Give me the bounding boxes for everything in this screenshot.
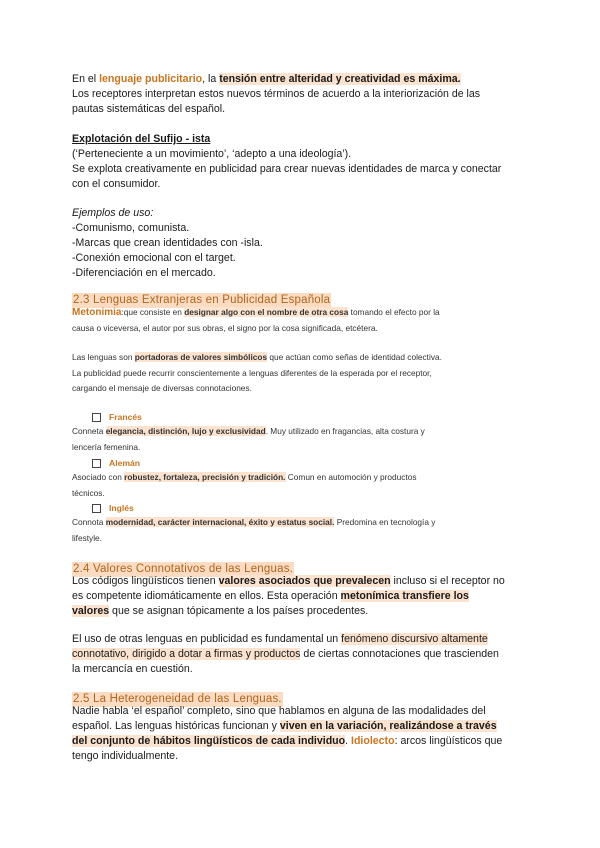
s25-paragraph — [72, 704, 528, 764]
section-2-3-heading: 2.3 Lenguas Extranjeras en Publicidad Española — [73, 294, 331, 306]
intro-line-1: En el lenguaje publicitario, la tensión entre alteridad y creatividad es máxima. — [72, 73, 461, 85]
sufijo-line-3: con el consumidor. — [72, 178, 161, 190]
ingles-line-1: Connota modernidad, carácter internacional, éxito y estatus social. Predomina en tecnología y — [72, 517, 436, 527]
ingles-checkbox[interactable] — [92, 504, 101, 513]
lenguas-portadoras-block — [72, 350, 528, 397]
s25-line-3: del conjunto de hábitos lingüísticos de cada individuo. Idiolecto: arcos lingüísticos que — [72, 735, 503, 747]
intro-line-3: pautas sistemáticas del español. — [72, 103, 226, 115]
portadoras-line-2: La publicidad puede recurrir conscientemente a lenguas diferentes de la esperada por el receptor, — [72, 367, 432, 378]
metonimia-line-1: Metonimia:que consiste en designar algo con el nombre de otra cosa tomando el efecto por la — [72, 307, 440, 318]
ingles-block — [72, 501, 528, 546]
aleman-checkbox-row — [92, 456, 528, 470]
tension-highlight: tensión entre alteridad y creatividad es máxima. — [219, 73, 461, 85]
s25-line-2: español. Las lenguas históricas funcionan y viven en la variación, realizándose a través — [72, 720, 497, 732]
example-item: -Comunismo, comunista. — [72, 222, 190, 234]
frances-line-2: lencería femenina. — [72, 441, 141, 452]
s24-line-3: valores que se asignan tópicamente a los países procedentes. — [72, 605, 369, 617]
s24-paragraph-2 — [72, 632, 528, 677]
section-2-4-heading: 2.4 Valores Connotativos de las Lenguas. — [73, 563, 294, 575]
example-item: -Marcas que crean identidades con -isla. — [72, 237, 263, 249]
s25-line-1: Nadie habla ‘el español’ completo, sino que hablamos en alguna de las modalidades del — [72, 705, 486, 717]
sufijo-line-2: Se explota creativamente en publicidad para crear nuevas identidades de marca y conectar — [72, 163, 502, 175]
example-item: -Diferenciación en el mercado. — [72, 267, 216, 279]
s24-paragraph-1 — [72, 574, 528, 619]
examples-title: Ejemplos de uso: — [72, 207, 154, 219]
example-item: -Conexión emocional con el target. — [72, 252, 236, 264]
aleman-block — [72, 456, 528, 501]
s25-line-4: tengo individualmente. — [72, 750, 179, 762]
examples-block — [72, 206, 528, 281]
lenguaje-publicitario-term: lenguaje publicitario — [99, 73, 203, 85]
sufijo-block — [72, 132, 528, 192]
ingles-checkbox-row — [92, 501, 528, 515]
portadoras-line-3: cargando el mensaje de diversas connotaciones. — [72, 383, 252, 393]
frances-block — [72, 410, 528, 455]
aleman-checkbox[interactable] — [92, 459, 101, 468]
portadoras-line-1: Las lenguas son portadoras de valores simbólicos que actúan como señas de identidad colectiva. — [72, 352, 442, 362]
intro-block — [72, 72, 528, 117]
s24-line-2: es competente idiomáticamente en ellos. Esta operación metonímica transfiere los — [72, 590, 469, 602]
metonimia-line-2: causa o viceversa, el autor por sus obras, el signo por la cosa significada, etcétera. — [72, 322, 378, 333]
s24-p2-line-2: connotativo, dirigido a dotar a firmas y productos de ciertas connotaciones que trascienden — [72, 648, 499, 660]
frances-label: Francés — [109, 412, 142, 422]
sufijo-title: Explotación del Sufijo - ista — [72, 133, 211, 145]
metonimia-block — [72, 305, 528, 336]
frances-checkbox-row — [92, 410, 528, 424]
aleman-line-2: técnicos. — [72, 487, 105, 498]
sufijo-line-1: (‘Perteneciente a un movimiento’, ‘adepto a una ideología’). — [72, 148, 352, 160]
frances-checkbox[interactable] — [92, 413, 101, 422]
metonimia-term: Metonimia — [72, 307, 122, 318]
aleman-line-1: Asociado con robustez, fortaleza, precisión y tradición. Comun en automoción y productos — [72, 472, 417, 482]
s24-p2-line-3: la mercancía en cuestión. — [72, 663, 193, 675]
section-2-5-heading: 2.5 La Heterogeneidad de las Lenguas. — [73, 693, 282, 705]
ingles-label: Inglés — [109, 503, 134, 513]
s24-p2-line-1: El uso de otras lenguas en publicidad es fundamental un fenómeno discursivo altamente — [72, 633, 488, 645]
aleman-label: Alemán — [109, 458, 141, 468]
s24-line-1: Los códigos lingüísticos tienen valores asociados que prevalecen incluso si el receptor no — [72, 575, 505, 587]
intro-line-2: Los receptores interpretan estos nuevos términos de acuerdo a la interiorización de las — [72, 88, 481, 100]
idiolecto-term: Idiolecto — [351, 735, 395, 747]
ingles-line-2: lifestyle. — [72, 532, 102, 543]
frances-line-1: Conneta elegancia, distinción, lujo y exclusividad. Muy utilizado en fragancias, alta costura y — [72, 426, 425, 436]
